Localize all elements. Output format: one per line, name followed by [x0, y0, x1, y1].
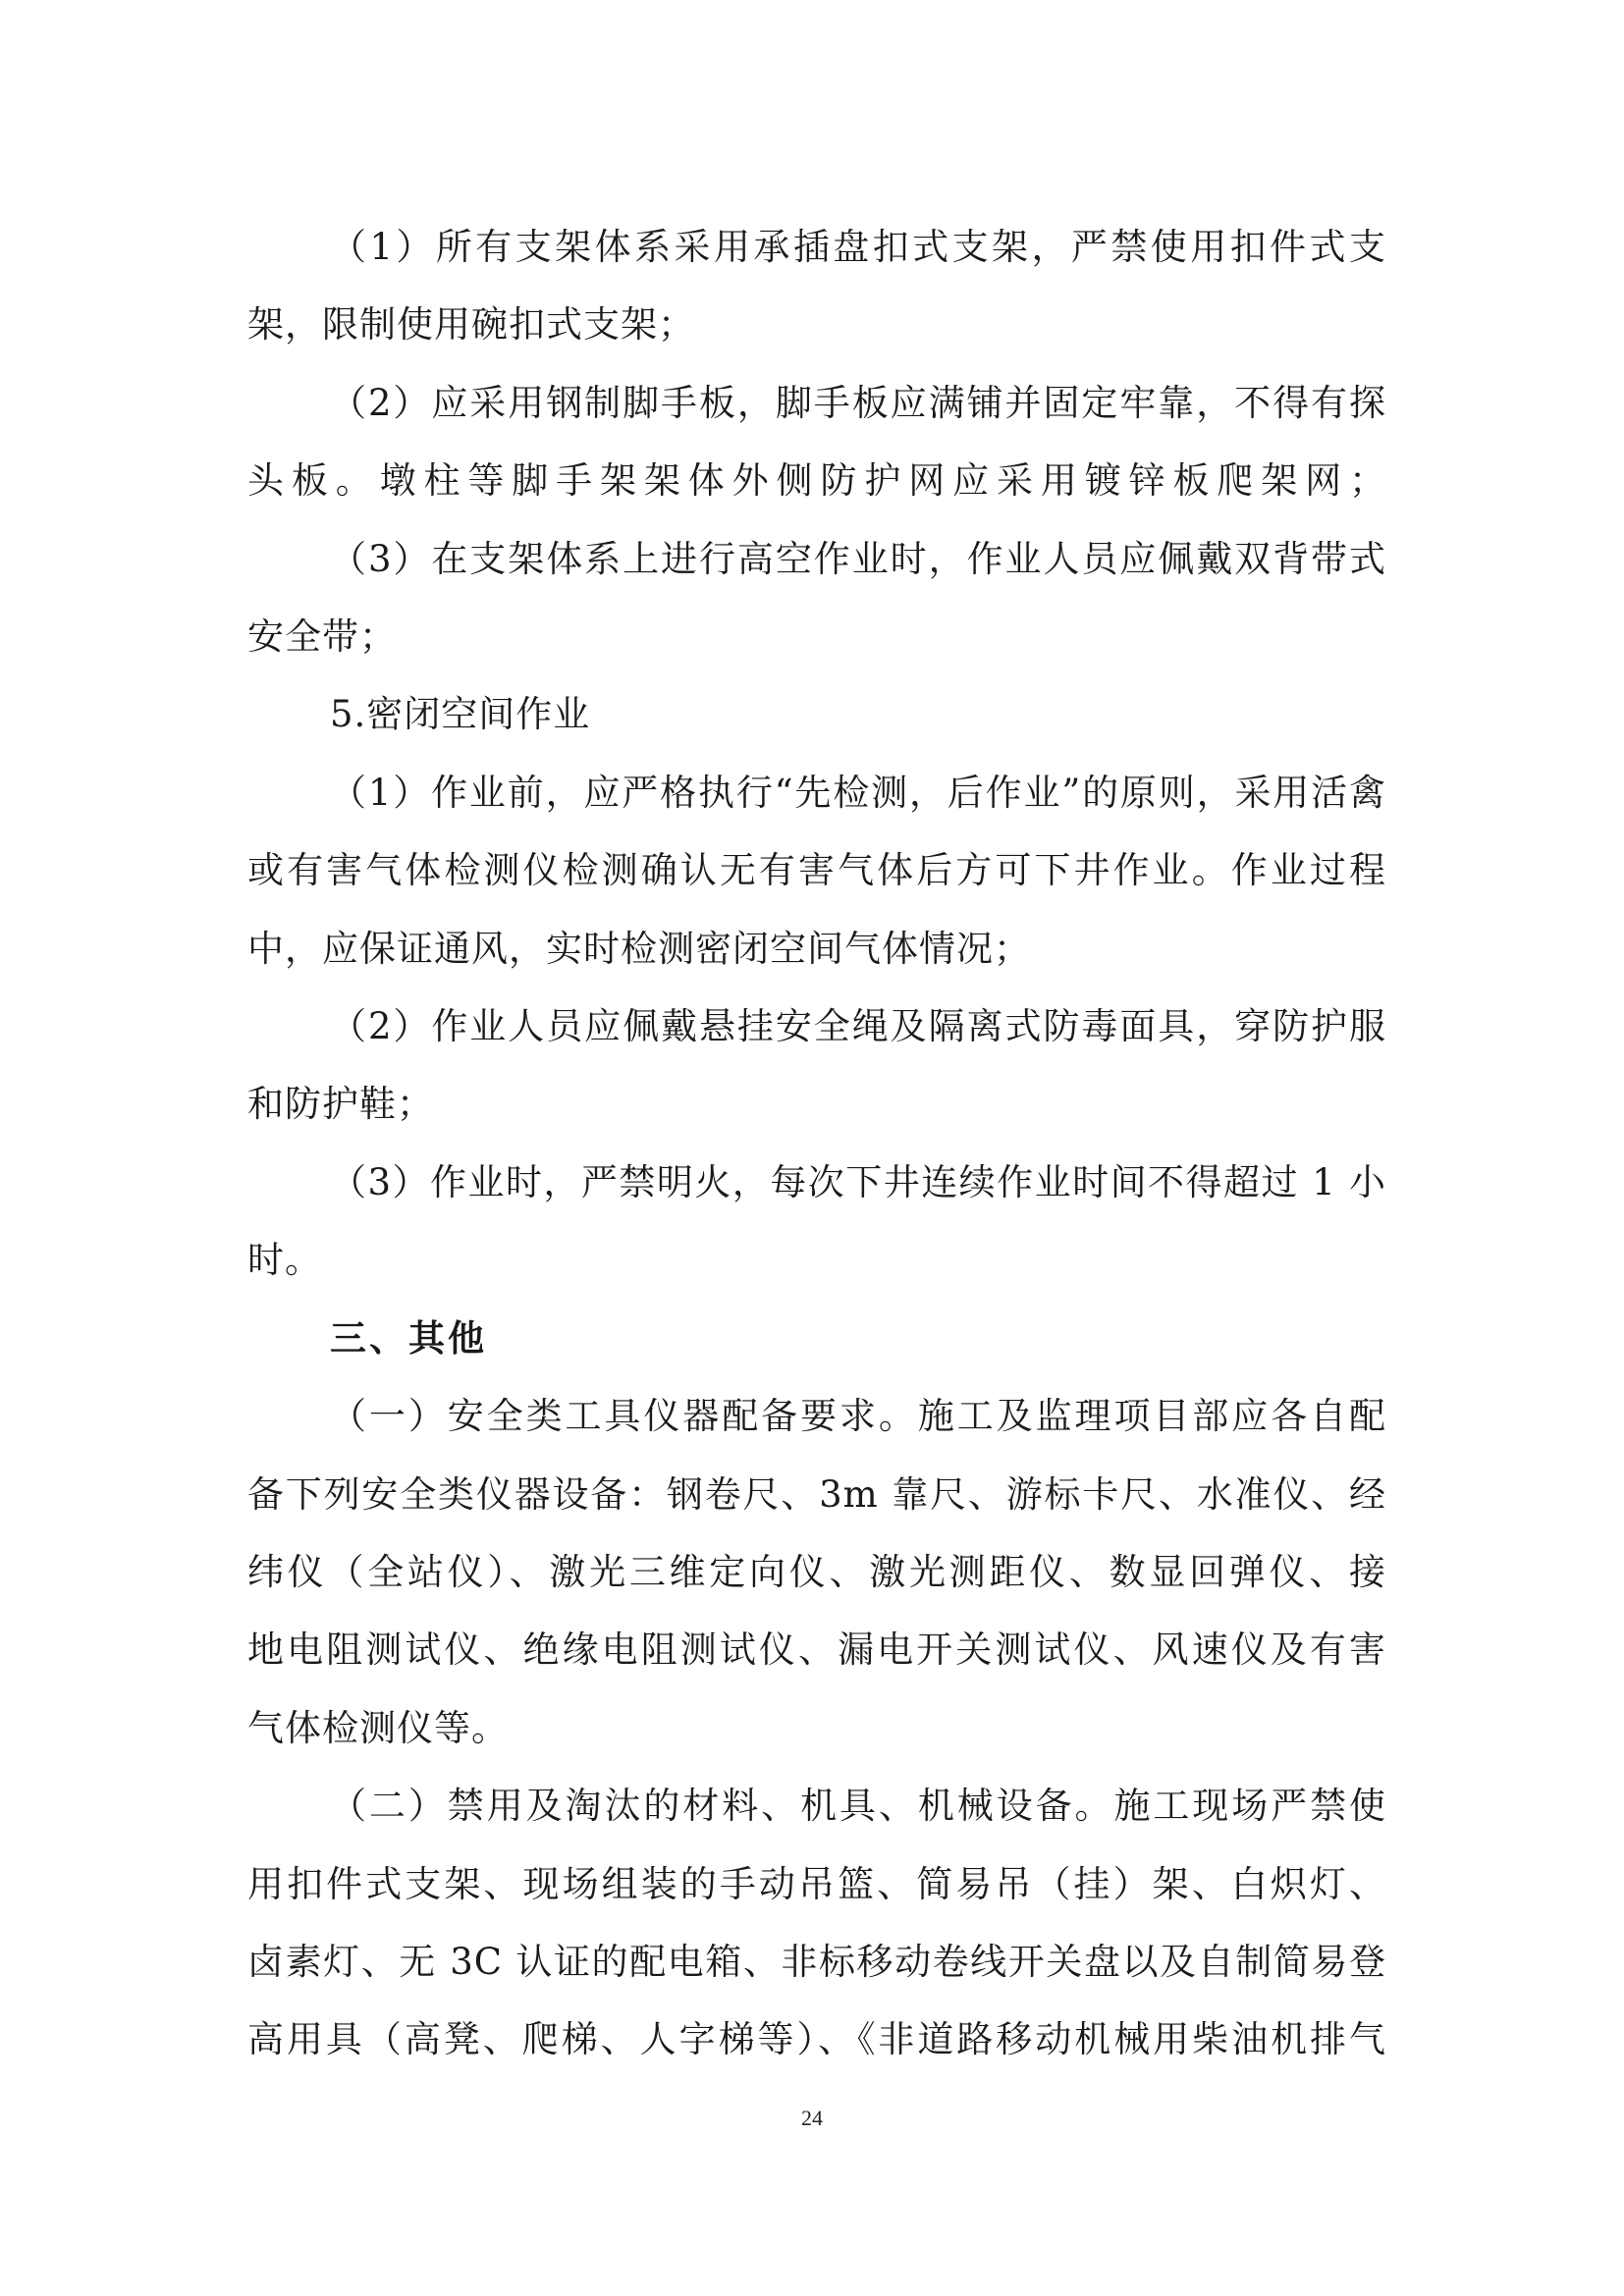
text-line-19: 地电阻测试仪、绝缘电阻测试仪、漏电开关测试仪、风速仪及有害 [247, 1629, 1386, 1671]
text-line-10: 中，应保证通风，实时检测密闭空间气体情况； [247, 928, 1031, 970]
text-line-13: （3）作业时，严禁明火，每次下井连续作业时间不得超过 1 小 [330, 1161, 1386, 1203]
text-line-16: （一）安全类工具仪器配备要求。施工及监理项目部应各自配 [330, 1395, 1386, 1437]
page-number: 24 [801, 2106, 823, 2130]
text-line-12: 和防护鞋； [247, 1083, 434, 1125]
text-line-9: 或有害气体检测仪检测确认无有害气体后方可下井作业。作业过程 [247, 849, 1386, 891]
section-heading-confined-space: 5.密闭空间作业 [330, 693, 591, 735]
text-line-24: 高用具（高凳、爬梯、人字梯等）、《非道路移动机械用柴油机排气 [247, 2018, 1386, 2060]
text-line-11: （2）作业人员应佩戴悬挂安全绳及隔离式防毒面具，穿防护服 [330, 1005, 1386, 1047]
text-line-18: 纬仪（全站仪）、激光三维定向仪、激光测距仪、数显回弹仪、接 [247, 1551, 1386, 1593]
text-line-8: （1）作业前，应严格执行“先检测，后作业”的原则，采用活禽 [330, 772, 1386, 814]
text-line-21: （二）禁用及淘汰的材料、机具、机械设备。施工现场严禁使 [330, 1785, 1386, 1827]
text-line-23: 卤素灯、无 3C 认证的配电箱、非标移动卷线开关盘以及自制简易登 [247, 1941, 1386, 1983]
text-line-5: （3）在支架体系上进行高空作业时，作业人员应佩戴双背带式 [330, 538, 1386, 580]
section-heading-other: 三、其他 [330, 1317, 487, 1360]
text-line-22: 用扣件式支架、现场组装的手动吊篮、简易吊（挂）架、白炽灯、 [247, 1863, 1386, 1905]
text-line-1: （1）所有支架体系采用承插盘扣式支架，严禁使用扣件式支 [330, 226, 1386, 268]
text-line-17: 备下列安全类仪器设备：钢卷尺、3m 靠尺、游标卡尺、水准仪、经 [247, 1473, 1386, 1516]
text-line-14: 时。 [247, 1239, 322, 1281]
text-line-6: 安全带； [247, 615, 397, 658]
text-line-4: 头板。墩柱等脚手架架体外侧防护网应采用镀锌板爬架网； [247, 459, 1386, 502]
text-line-20: 气体检测仪等。 [247, 1707, 509, 1749]
text-line-3: （2）应采用钢制脚手板，脚手板应满铺并固定牢靠，不得有探 [330, 382, 1386, 424]
text-line-2: 架，限制使用碗扣式支架； [247, 303, 695, 346]
